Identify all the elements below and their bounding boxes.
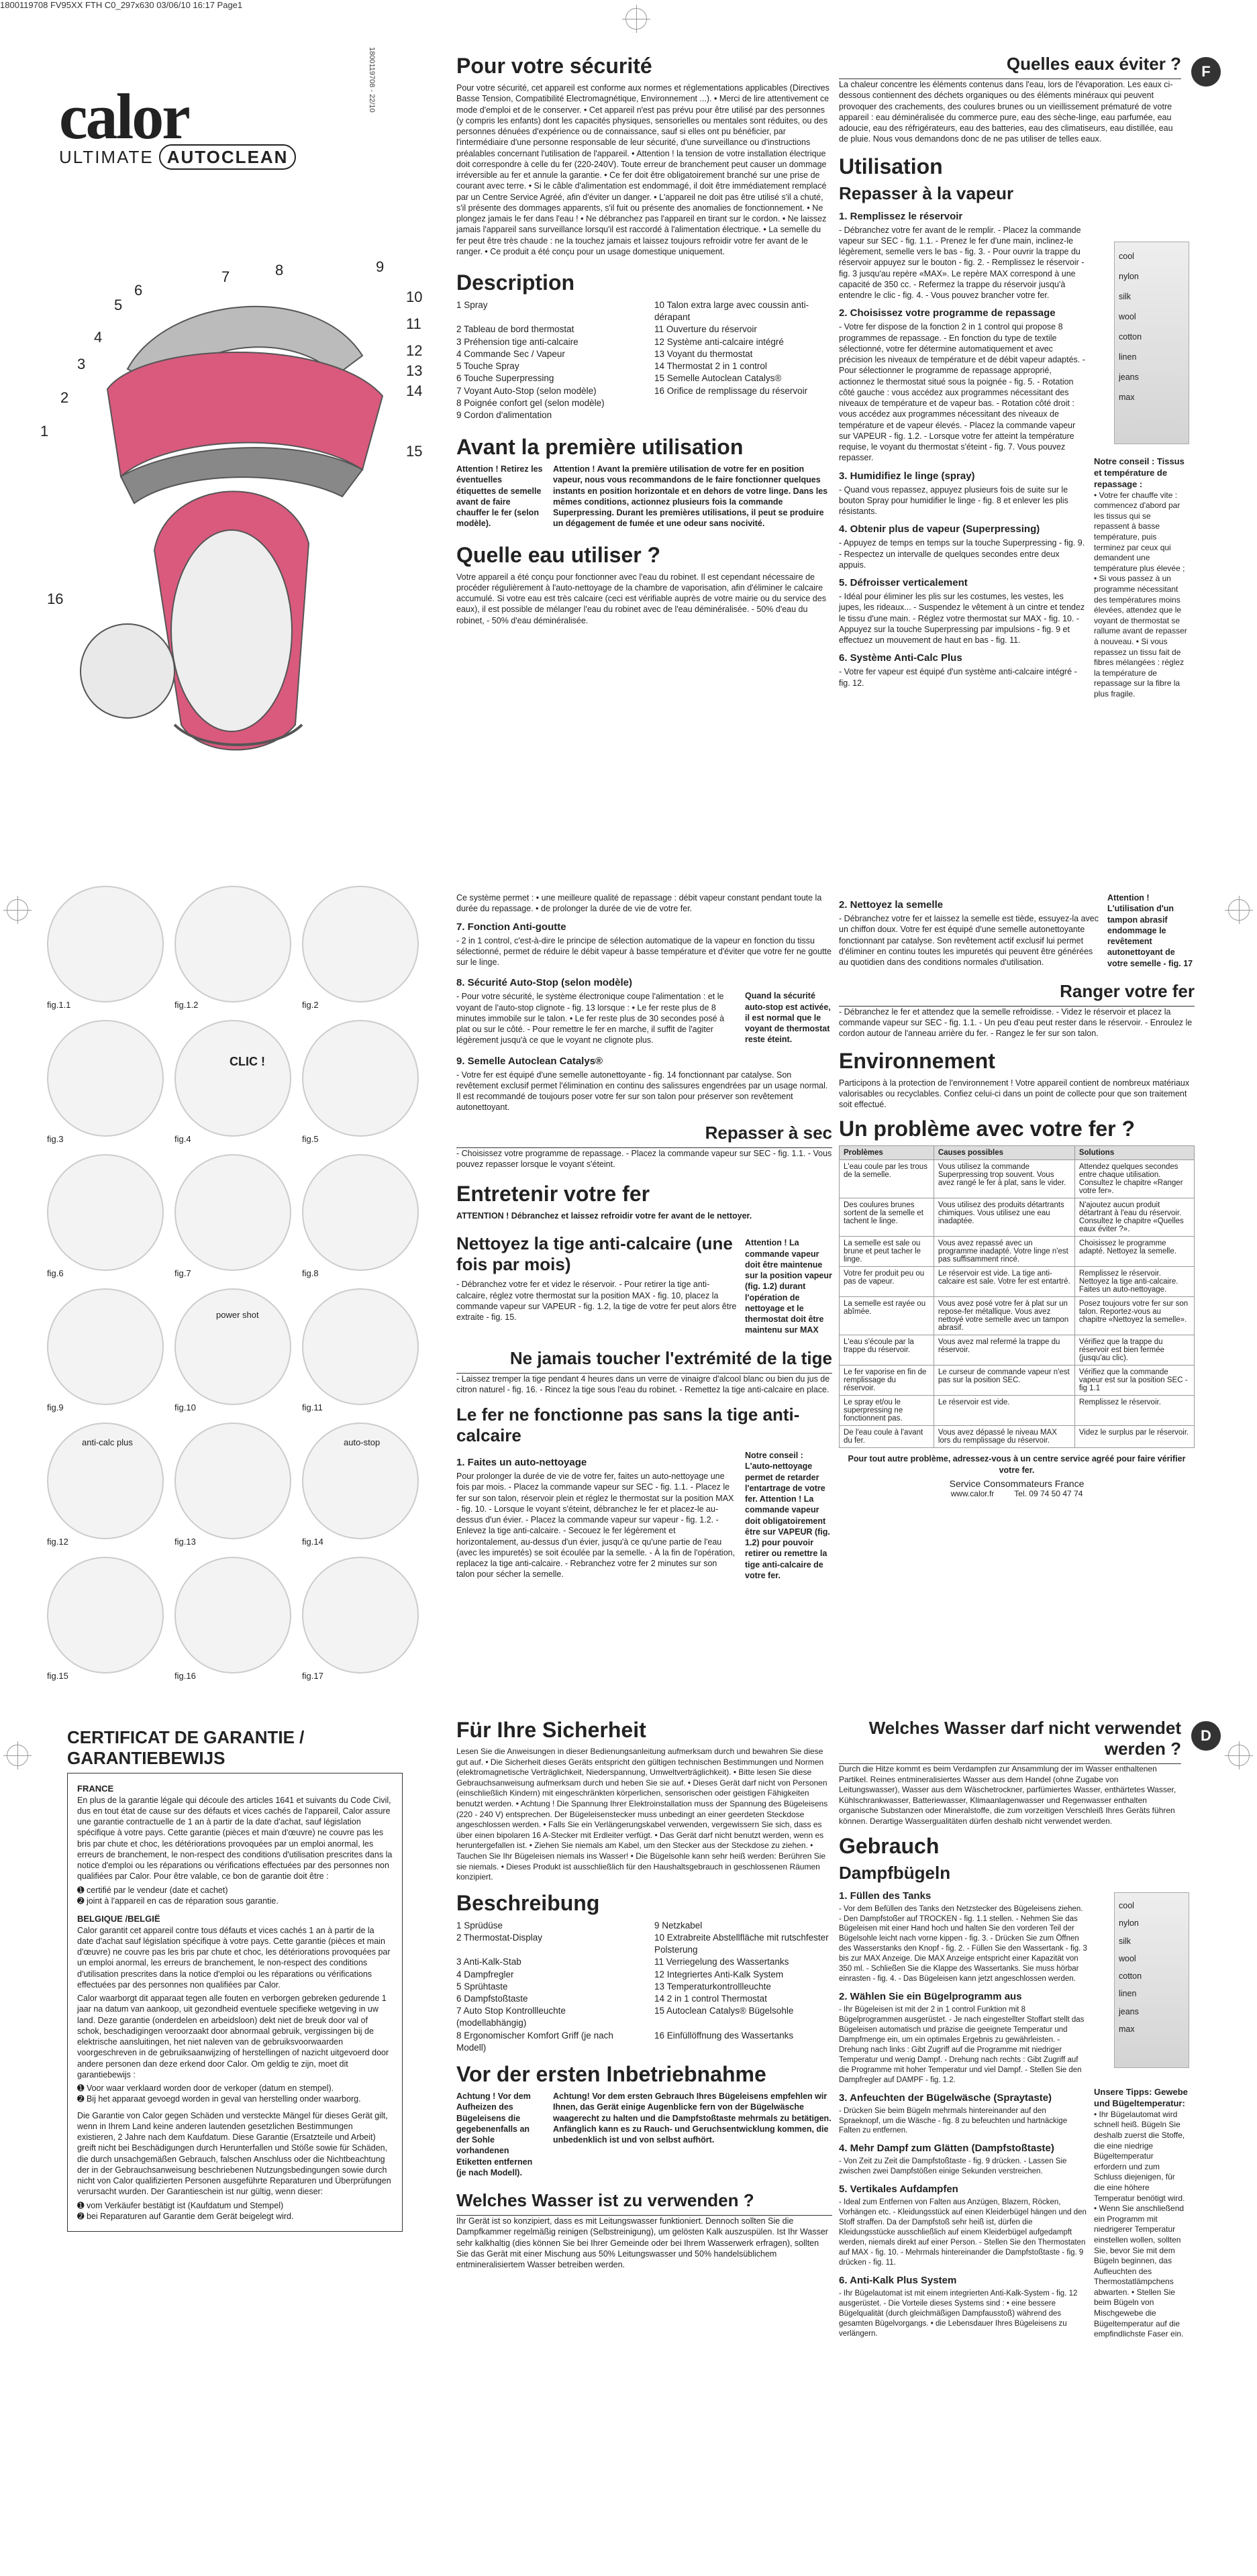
de-avoid-text: Durch die Hitze kommt es beim Verdampfen zur Ansammlung der im Wasser enthaltenen Partikel. Reines entmineralisiertes Wasser aus dem Handel (ohne Zugabe von Leitungswasser), Wasser aus dem Wäschetrockner, parfümiertes Wasser, enthärtetes Wasser, Kühlschrankwasser, Batteriewasser, Klimaanlagenwasser und Regenwasser enthalten organische Substanzen oder Mineralstoffe, die zum vorzeitigen Verschleiß Ihres Geräts führen können. Derartige Wassergualitäten dürfen deshalb nicht verwendet werden. xyxy=(839,1764,1176,1826)
table-row xyxy=(840,1198,1195,1237)
de-step-text: - Ideal zum Entfernen von Falten aus Anzügen, Blazern, Röcken, Vorhängen etc. - Kleidungsstück auf einen Kleiderbügel hängen und den Stoff straffen. Da der Dampfstoß sehr heiß ist, dürfen die Kleidungsstücke ausschließlich auf einem Kleiderbügel aufgedampft werden, niemals direkt auf einer Person. - Stellen Sie den Thermostaten auf MAX - fig. 10. - Mehrmals hintereinander die Dampfstoßtaste - fig. 9 drücken - fig. 11. xyxy=(839,2198,1087,2267)
desc-item: 14 2 in 1 control Thermostat xyxy=(654,1994,767,2004)
callout-16: 16 xyxy=(47,590,64,607)
de-step-text: - Vor dem Befüllen des Tanks den Netzstecker des Bügeleisens ziehen. - Den Dampfstoßer auf TROCKEN - fig. 1.1 stellen. - Nehmen Sie das Bügeleisen mit einer Hand hoch und halten Sie den vorderen Teil der Bügelsohle leicht nach vorne kippen - fig. 3. - Drücken Sie zum Öffnen des Wasserstanks den Knopf - fig. 2. - Füllen Sie den Wassertank - fig. 3 bis zur MAX Anzeige. Die MAX Anzeige entspricht einer Kapazität von 350 ml. - Schließen Sie die Klappe des Wassertanks. Sie muss hörbar einrasten - fig. 4. - Das Bügeleisen kann jetzt angeschlossen werden. xyxy=(839,1904,1087,1983)
fr-maint-warn: ATTENTION ! Débranchez et laissez refroidir votre fer avant de le nettoyer. xyxy=(456,1211,752,1221)
de-first-use-title: Vor der ersten Inbetriebnahme xyxy=(456,2062,766,2087)
fig-label: fig.13 xyxy=(174,1537,196,1547)
callout-3: 3 xyxy=(77,356,86,372)
desc-item: 16 Einfüllöffnung des Wassertanks xyxy=(654,2030,794,2041)
callout-4: 4 xyxy=(94,329,103,346)
fig-label: fig.9 xyxy=(47,1402,64,1412)
callout-10: 10 xyxy=(406,289,423,305)
table-row xyxy=(840,1297,1195,1335)
table-cell: Vous avez mal refermé la trappe du réservoir. xyxy=(934,1335,1074,1366)
crop-mark-icon xyxy=(7,1745,28,1766)
table-cell: La semelle est sale ou brune et peut tacher le linge. xyxy=(840,1237,934,1267)
fr-safety-section xyxy=(456,54,832,629)
fig-label: fig.14 xyxy=(302,1537,323,1547)
temp-label: linen xyxy=(1119,352,1137,362)
fr-system-text: Ce système permet : • une meilleure qualité de repassage : débit vapeur constant pendant toute la durée du repassage. • de prolonger la durée de vie de votre fer. xyxy=(456,893,822,914)
cert-item-text: certifié par le vendeur (date et cachet) xyxy=(86,1885,228,1895)
desc-item: 7 Voyant Auto-Stop (selon modèle) xyxy=(456,385,597,396)
desc-item: 8 Ergonomischer Komfort Griff (je nach Modell) xyxy=(456,2030,613,2053)
fig-label: fig.3 xyxy=(47,1134,64,1144)
table-row xyxy=(840,1237,1195,1267)
fr-autostop-text: - Pour votre sécurité, le système électronique coupe l'alimentation : et le voyant de l'auto-stop clignote - fig. 13 lorsque : • Le fer reste plus de 8 minutes immobile sur le talon. • Le fer reste plus de 30 secondes posé à plat ou sur le côté. - Pour remettre le fer en marche, il suffit de l'agiter légèrement jusqu'à ce que le voyant ne clignote plus. xyxy=(456,992,725,1045)
callout-1: 1 xyxy=(40,423,49,440)
figures-grid xyxy=(47,886,423,1698)
fr-step-title: 5. Défroisser verticalement xyxy=(839,577,968,588)
figure-illustration xyxy=(174,1423,291,1539)
temp-label: wool xyxy=(1119,312,1136,321)
de-first-use-note: Achtung ! Vor dem Aufheizen des Bügeleisens die gegebenenfalls an der Sohle vorhandenen Etiketten entfernen (je nach Modell). xyxy=(456,2092,533,2177)
de-first-use-text: Achtung! Vor dem ersten Gebrauch Ihres Bügeleisens empfehlen wir Ihnen, das Gerät einige Augenblicke fern von der Bügelwäsche waagerecht zu halten und die Dampfstoßtaste mehrmals zu betätigen. Anfänglich kann es zu Rauch- und Geruchsentwicklung kommen, die unbedenklich ist und von selbst aufhört. xyxy=(553,2092,832,2145)
temp-label: nylon xyxy=(1119,1918,1139,1928)
fr-step-text: - Appuyez de temps en temps sur la touche Superpressing - fig. 9. - Respectez un intervalle de quelques secondes entre deux appuis. xyxy=(839,538,1085,570)
table-cell: Vous utilisez des produits détartrants chimiques. Vous utilisez une eau inadaptée. xyxy=(934,1198,1074,1237)
lang-badge-de: D xyxy=(1191,1721,1221,1751)
figure-illustration xyxy=(174,1557,291,1673)
temp-label: cool xyxy=(1119,252,1134,261)
figure-illustration xyxy=(47,1020,164,1137)
figure-illustration xyxy=(302,1423,419,1539)
de-steam-title: Dampfbügeln xyxy=(839,1862,951,1883)
table-cell: Vous avez repassé avec un programme inadapté. Votre linge n'est pas suffisamment rincé. xyxy=(934,1237,1074,1267)
fr-care-section xyxy=(839,892,1195,1498)
figure-illustration xyxy=(47,1154,164,1271)
fr-use-title: Utilisation xyxy=(839,154,943,178)
de-tip-box xyxy=(1094,2087,1188,2340)
fr-safety-title: Pour votre sécurité xyxy=(456,54,652,78)
fr-step-text: - Débranchez votre fer avant de le remplir. - Placez la commande vapeur sur SEC - fig. 1.1. - Prenez le fer d'une main, inclinez-le légèrement, semelle vers le bas - fig. 3. - Pour ouvrir la trappe du réservoir appuyez sur le bouton - fig. 2. - Remplissez le réservoir - fig. 3 jusqu'au repère «MAX». Le repère MAX correspond à une capacité de 350 cc. - Refermez la trappe du réservoir jusqu'à entendre le clic - fig. 4. - Vous pouvez brancher votre fer. xyxy=(839,225,1085,300)
de-water-text: Ihr Gerät ist so konzipiert, dass es mit Leitungswasser funktioniert. Dennoch sollten Sie die Dampfkammer regelmäßig reinigen (Selbstreinigung), um gelösten Kalk auszuspülen. Ist Ihr Wasser sehr kalkhaltig (dies können Sie bei Ihrer Gemeinde oder bei Ihrem Wasserwerk erfragen), sollten Sie das Gerät mit einer Mischung aus 50% Leitungswasser und 50% handelsüblichem entmineralisiertem Wasser betreiben werden. xyxy=(456,2216,828,2270)
table-header: Problèmes xyxy=(840,1146,934,1160)
desc-item: 12 Integriertes Anti-Kalk System xyxy=(654,1969,784,1979)
fr-env-title: Environnement xyxy=(839,1048,995,1073)
fr-water-title: Quelle eau utiliser ? xyxy=(456,542,661,567)
iron-illustration xyxy=(40,255,423,765)
table-cell: Vérifiez que la trappe du réservoir est bien fermée (jusqu'au clic). xyxy=(1074,1335,1194,1366)
figure-illustration xyxy=(174,1154,291,1271)
table-cell: L'eau coule par les trous de la semelle. xyxy=(840,1160,934,1198)
service-line xyxy=(839,1478,1195,1489)
table-cell: Vous avez dépassé le niveau MAX lors du remplissage du réservoir. xyxy=(934,1426,1074,1448)
table-cell: L'eau s'écoule par la trappe du réservoir. xyxy=(840,1335,934,1366)
cert-item-text: Bij het apparaat gevoegd worden in geval van herstelling onder waarborg. xyxy=(86,2094,361,2104)
callout-6: 6 xyxy=(134,282,143,299)
power-shot-text: power shot xyxy=(216,1310,259,1320)
temp-label: nylon xyxy=(1119,272,1139,281)
de-step-text: - Von Zeit zu Zeit die Dampfstoßtaste - fig. 9 drücken. - Lassen Sie zwischen zwei Dampfstößen einige Sekunden verstreichen. xyxy=(839,2157,1067,2176)
cert-item-text: joint à l'appareil en cas de réparation sous garantie. xyxy=(86,1896,279,1906)
temp-label: max xyxy=(1119,2024,1135,2034)
de-step-text: - Drücken Sie beim Bügeln mehrmals hintereinander auf den Spraeknopf, um die Wäsche - fig. 8 zu befeuchten und hartnäckige Falten zu entfernen. xyxy=(839,2106,1068,2135)
desc-item: 15 Autoclean Catalys® Bügelsohle xyxy=(654,2006,794,2016)
temperature-chart xyxy=(1114,242,1189,444)
desc-item: 4 Dampfregler xyxy=(456,1969,514,1979)
temp-label: wool xyxy=(1119,1953,1136,1963)
temperature-chart xyxy=(1114,1892,1189,2068)
fig-label: fig.10 xyxy=(174,1402,196,1412)
problem-table-body xyxy=(840,1160,1195,1448)
fr-problem-title: Un problème avec votre fer ? xyxy=(839,1117,1136,1141)
callout-14: 14 xyxy=(406,382,423,399)
fr-avoid-title: Quelles eaux éviter ? xyxy=(1006,54,1181,74)
anti-calc-text: anti-calc plus xyxy=(82,1437,133,1447)
fr-drip-title: 7. Fonction Anti-goutte xyxy=(456,921,566,933)
fr-safety-text: Pour votre sécurité, cet appareil est conforme aux normes et réglementations applicables (Directives Basse Tension, Compatibilité Electromagnétique, Environnement ...). • Merci de lire attentivement ce mode d'emploi et de le conserver. • Cet appareil n'est pas prévu pour être utilisé par des personnes (y compris les enfants) dont les capacités physiques, sensorielles ou mentales sont réduites, ou des personnes dénuées d'expérience ou de connaissance, sauf si elles ont pu bénéficier, par l'intermédiaire d'une personne responsable de leur sécurité, d'une surveillance ou d'instructions préalables concernant l'utilisation de l'appareil. • Attention ! la tension de votre installation électrique doit correspondre à celle du fer (220-240V). Toute erreur de branchement peut causer un dommage irréversible au fer et annule la garantie. • Ce fer doit être obligatoirement branché sur une prise de courant avec terre. • Si le câble d'alimentation est endommagé, il doit être immédiatement remplacé par un Centre Service Agréé, afin d'éviter un danger. • L'appareil ne doit pas être utilisé s'il a chuté, s'il présente des dommages apparents, s'il fuit ou présente des anomalies de fonctionnement. • Ne plongez jamais le fer dans l'eau ! • Ne débranchez pas l'appareil en tirant sur le cordon. • Ne laissez jamais l'appareil sans surveillance lorsqu'il est raccordé à l'alimentation électrique. • La semelle du fer peut être très chaude : ne la touchez jamais et laissez toujours refroidir votre fer avant de le ranger. • Ce produit a été conçu pour un usage domestique uniquement. xyxy=(456,83,829,256)
cert-title: CERTIFICAT DE GARANTIE / GARANTIEBEWIJS xyxy=(67,1727,305,1768)
desc-item: 7 Auto Stop Kontrollleuchte (modellabhängig) xyxy=(456,2006,566,2028)
cert-be-heading: BELGIQUE /BELGIË xyxy=(77,1914,160,1924)
desc-item: 11 Verriegelung des Wassertanks xyxy=(654,1957,789,1967)
table-cell: La semelle est rayée ou abîmée. xyxy=(840,1297,934,1335)
de-tip-text: • Ihr Bügelautomat wird schnell heiß. Bügeln Sie deshalb zuerst die Stoffe, die eine niedrige Bügeltemperatur erfordern und zum Schluss diejenigen, für die eine höhere Temperatur benötigt wird. • Wenn Sie anschließend ein Programm mit niedrigerer Temperatur einstellen wollen, sollten Sie, bevor Sie mit dem Bügeln beginnen, das Aufleuchten des Thermostatlämpchens abwarten. • Stellen Sie beim Bügeln von Mischgewebe die Bügeltemperatur auf die empfindlichste Faser ein. xyxy=(1094,2109,1185,2339)
figure-illustration xyxy=(47,886,164,1002)
warranty-certificate xyxy=(67,1773,403,2232)
fr-tip-box xyxy=(1094,456,1188,700)
de-step-title: 6. Anti-Kalk Plus System xyxy=(839,2274,957,2286)
desc-item: 16 Orifice de remplissage du réservoir xyxy=(654,385,808,396)
desc-item: 11 Ouverture du réservoir xyxy=(654,324,757,335)
iron-drawing xyxy=(47,255,423,765)
callout-2: 2 xyxy=(60,389,69,406)
desc-item: 10 Extrabreite Abstellfläche mit rutschfester Polsterung xyxy=(654,1932,829,1955)
figure-illustration xyxy=(302,1288,419,1405)
temp-label: jeans xyxy=(1119,372,1139,382)
fr-tip-title: Notre conseil : Tissus et température de repassage : xyxy=(1094,456,1185,489)
callout-11: 11 xyxy=(406,315,421,332)
fr-water-text: Votre appareil a été conçu pour fonctionner avec l'eau du robinet. Il est cependant nécessaire de procéder régulièrement à l'auto-nettoyage de la chambre de vaporisation, afin d'éliminer le calcaire accumulé. Si votre eau est très calcaire (ceci est vérifiable auprès de votre mairie ou du service des eaux), il est possible de mélanger l'eau du robinet avec de l'eau déminéralisée. - 50% d'eau du robinet, - 50% d'eau déminéralisée. xyxy=(456,572,826,625)
fr-functions-section xyxy=(456,892,832,1584)
temp-label: max xyxy=(1119,393,1135,402)
desc-item: 6 Touche Superpressing xyxy=(456,373,554,384)
cert-be-text: Calor garantit cet appareil contre tous défauts et vices cachés 1 an à partir de la date d'achat sauf législation spécifique à votre pays. Cette garantie (pièces et main d'œuvre) ne couvre pas les bris par chute et choc, les détériorations provoquées par un emploi anormal, les erreurs de branchement, le non-respect des conditions d'utilisation prescrites dans la notice d'emploi ou les réparations ou vérifications effectuées par des personnes non qualifiées par Calor. xyxy=(77,1925,391,1990)
fig-label: fig.7 xyxy=(174,1268,191,1278)
service-url[interactable]: www.calor.fr xyxy=(950,1488,995,1498)
fr-auto-title: 1. Faites un auto-nettoyage xyxy=(456,1457,587,1468)
fr-rod-title: Nettoyez la tige anti-calcaire (une fois par mois) xyxy=(456,1233,733,1275)
table-row xyxy=(840,1267,1195,1297)
de-step-title: 1. Füllen des Tanks xyxy=(839,1890,932,1902)
fr-autostop-note: Quand la sécurité auto-stop est activée, il est normal que le voyant de thermostat reste éteint. xyxy=(745,991,831,1045)
fr-first-use-text: Attention ! Avant la première utilisation de votre fer en position vapeur, nous vous recommandons de le faire fonctionner quelques instants en position horizontale et en dehors de votre linge. Dans les mêmes conditions, actionnez plusieurs fois la commande Superpressing. Durant les premières utilisations, il peut se produire un dégagement de fumée et une odeur sans nocivité. xyxy=(553,464,828,529)
de-safety-title: Für Ihre Sicherheit xyxy=(456,1718,646,1742)
fig-label: fig.15 xyxy=(47,1671,68,1681)
de-step-text: - Ihr Bügeleisen ist mit der 2 in 1 control Funktion mit 8 Bügelprogrammen ausgerüstet. - Je nach eingestellter Stoffart stellt das Bügeleisen automatisch und präzise die geeignete Temperatur und Dampfmenge ein, um ein optimales Ergebnis zu gewährleisten. - Drehung nach links : Gibt Zugriff auf die Programme mit niedriger Temperatur und wenig Dampf. - Drehung nach rechts : Gibt Zugriff auf die Programme mit hoher Temperatur und viel Dampf. - Stellen Sie den Dampfregler auf DAMPF - fig. 1.2. xyxy=(839,2006,1085,2084)
table-row xyxy=(840,1160,1195,1198)
table-cell: Le réservoir est vide. La tige anti-calcaire est sale. Votre fer est entartré. xyxy=(934,1267,1074,1297)
de-avoid-title: Welches Wasser darf nicht verwendet werden ? xyxy=(868,1718,1181,1759)
fig-label: fig.4 xyxy=(174,1134,191,1144)
fr-first-use-note: Attention ! Retirez les éventuelles étiquettes de semelle avant de faire chauffer le fer (selon modèle). xyxy=(456,464,543,529)
de-safety-section xyxy=(456,1718,832,2273)
side-code: 1800119708 - 22/10 xyxy=(368,47,376,113)
fr-auto-note: Notre conseil : L'auto-nettoyage permet de retarder l'entartrage de votre fer. Attention ! La commande vapeur doit obligatoirement être sur VAPEUR (fig. 1.2) pour pouvoir retirer ou remettre la tige anti-calcaire de votre fer. xyxy=(745,1451,830,1580)
table-cell: Des coulures brunes sortent de la semelle et tachent le linge. xyxy=(840,1198,934,1237)
fr-step-text: - Votre fer dispose de la fonction 2 in 1 control qui propose 8 programmes de repassage. - En fonction du type de textile sélectionné, votre fer détermine automatiquement et avec précision les niveaux de température et de débit vapeur adaptés. - Pour sélectionner le programme de repassage approprié, actionnez le thermostat situé sous la poignée - fig. 5. - Rotation côté gauche : vous accédez aux programmes nécessitant des niveaux de température et de vapeur bas. - Rotation côté droit : vous accédez aux programmes nécessitant des niveaux de température et de vapeur élevés. - Placez la commande vapeur sur VAPEUR - fig. 1.2. - Lorsque votre fer atteint la température requise, le voyant du thermostat s'éteint - fig. 7. Vous pouvez repasser. xyxy=(839,322,1085,463)
fig-label: fig.1.2 xyxy=(174,1000,199,1010)
desc-item: 1 Sprüdüse xyxy=(456,1920,503,1930)
cert-de-item: ➋ bei Reparaturen auf Garantie dem Gerät beigelegt wird. xyxy=(77,2211,294,2221)
logo-wordmark: calor xyxy=(59,81,189,152)
fr-first-use-title: Avant la première utilisation xyxy=(456,435,744,460)
logo-subline xyxy=(59,147,301,168)
service-tel: Tel. 09 74 50 47 74 xyxy=(1014,1488,1083,1498)
callout-9: 9 xyxy=(376,258,385,275)
fr-step-title: 6. Système Anti-Calc Plus xyxy=(839,652,962,664)
temp-label: silk xyxy=(1119,292,1132,301)
de-step-title: 2. Wählen Sie ein Bügelprogramm aus xyxy=(839,1991,1022,2003)
desc-item: 2 Thermostat-Display xyxy=(456,1932,543,1943)
crop-mark-icon xyxy=(1228,899,1250,921)
figure-illustration xyxy=(174,1288,291,1405)
fig-label: fig.16 xyxy=(174,1671,196,1681)
cert-fr-item: ➋ joint à l'appareil en cas de réparation sous garantie. xyxy=(77,1896,279,1906)
fr-step-title: 2. Choisissez votre programme de repassage xyxy=(839,307,1056,319)
fig-label: fig.1.1 xyxy=(47,1000,71,1010)
temp-label: cool xyxy=(1119,1901,1134,1910)
de-step-title: 5. Vertikales Aufdampfen xyxy=(839,2183,958,2196)
lang-badge-fr: F xyxy=(1191,57,1221,87)
fr-sole-clean-text: - Débranchez votre fer et laissez la semelle est tiède, essuyez-la avec un chiffon doux. Votre fer est équipé d'une semelle autonettoyante fonctionnant par catalyse. Son revêtement actif exclusif lui permet d'éliminer en continu toutes les impuretés qui peuvent être générées au quotidien dans des conditions normales d'utilisation. xyxy=(839,914,1099,967)
temp-label: silk xyxy=(1119,1936,1132,1946)
desc-item: 6 Dampfstoßtaste xyxy=(456,1994,528,2004)
callout-5: 5 xyxy=(114,297,123,313)
de-safety-text: Lesen Sie die Anweisungen in dieser Bedienungsanleitung aufmerksam durch und bewahren Sie diese gut auf. • Die Sicherheit dieses Geräts entspricht den gültigen technischen Bestimmungen und Normen (elektromagnetische Verträglichkeit, Niederspannung, Umweltverträglichkeit). • Bitte lesen Sie diese Gebrauchsanweisung aufmerksam durch und heben Sie sie auf. • Dieses Gerät darf nicht von Personen (einschließlich Kindern) mit eingeschränkten körperlichen, sensorischen oder geistigen Fähigkeiten benutzt werden. • Achtung ! Die Spannung Ihrer Elektroinstallation muss der Spannung des Bügeleisens (220 - 240 V) entsprechen. Der Bügeleisenstecker muss unbedingt an einer geerdeten Steckdose angeschlossen werden. • Falls Sie ein Verlängerungskabel verwenden, vergewissern Sie sich, dass es über einen bipolaren 16 A-Stecker mit Erdleiter verfügt. • Das Gerät darf nicht benutzt werden, wenn es heruntergefallen ist. • Ziehen Sie niemals am Kabel, um den Stecker aus der Steckdose zu ziehen. • Tauchen Sie Ihr Bügeleisen niemals ins Wasser! • Die Bügelsohle kann sehr heiß werden: Berühren Sie sie niemals. • Dieses Produkt ist ausschließlich für den Haushaltsgebrauch in geschlossenen Räumen konzipiert. xyxy=(456,1747,828,1882)
table-cell: Videz le surplus par le réservoir. xyxy=(1074,1426,1194,1448)
table-cell: Vous avez posé votre fer à plat sur un repose-fer métallique. Vous avez nettoyé votre semelle avec un tampon abrasif. xyxy=(934,1297,1074,1335)
de-desc-title: Beschreibung xyxy=(456,1890,600,1915)
cert-nl-item: ➊ Voor waar verklaard worden door de verkoper (datum en stempel). xyxy=(77,2083,334,2094)
table-cell: Le spray et/ou le superpressing ne fonctionnent pas. xyxy=(840,1396,934,1426)
logo-line: ULTIMATE xyxy=(59,147,154,167)
desc-item: 8 Poignée confort gel (selon modèle) xyxy=(456,397,605,408)
table-cell: N'ajoutez aucun produit détartrant à l'eau du réservoir. Consultez le chapitre «Quelles eaux éviter ?». xyxy=(1074,1198,1194,1237)
table-row xyxy=(840,1366,1195,1396)
fr-soleplate-text: - Votre fer est équipé d'une semelle autonettoyante - fig. 14 fonctionnant par catalyse. Son revêtement exclusif permet l'élimination en continu des salissures engendrées par un usage normal. Il est recommandé de toujours poser votre fer sur son talon pour préserver son revêtement autonettoyant. xyxy=(456,1070,828,1113)
de-water-title: Welches Wasser ist zu verwenden ? xyxy=(456,2190,754,2211)
fr-nowork-title: Le fer ne fonctionne pas sans la tige anti-calcaire xyxy=(456,1404,800,1445)
fr-auto-text: Pour prolonger la durée de vie de votre fer, faites un auto-nettoyage une fois par mois. - Placez la commande vapeur sur SEC - fig. 1.1. - Placez le fer sur son talon, réservoir plein et réglez le thermostat sur la position MAX - fig. 10. - Lorsque le voyant s'éteint, débranchez le fer et placez-le au-dessus d'un évier. - Placez la commande vapeur sur vapeur - fig. 1.2. - Enlevez la tige anti-calcaire. - Secouez le fer légèrement et horizontalement, au-dessus d'un évier, jusqu'à ce qu'une partie de l'eau (avec les impuretés) se soit écoulée par la semelle. - À la fin de l'opération, replacez la tige anti-calcaire. - Rebranchez votre fer 2 minutes sur son talon pour sécher la semelle. xyxy=(456,1472,736,1580)
fr-step-text: - Votre fer vapeur est équipé d'un système anti-calcaire intégré - fig. 12. xyxy=(839,667,1077,688)
cert-de-text: Die Garantie von Calor gegen Schäden und versteckte Mängel für dieses Gerät gilt, wenn in Ihrem Land keine anderen lautenden gesetzlichen Bestimmungen existieren, 2 Jahre nach dem Kaufdatum. Diese Garantie (Ersatzteile und Arbeit) greift nicht bei Beschädigungen durch Herunterfallen und Stöße sowie für Schäden, die durch unsachgemäßen Gebrauch, falschen Anschluss oder die Nichtbeachtung der in der Gebrauchsanweisung beschriebenen Nutzungsbedingungen sowie durch nicht von Calor qualifizierten Personen ausgeführte Reparaturen und Überprüfungen verursacht wurden. Der Garantieschein ist nur gültig, wenn dieser: xyxy=(77,2110,391,2197)
fr-sole-note: Attention ! L'utilisation d'un tampon abrasif endommage le revêtement autonettoyant de votre semelle - fig. 17 xyxy=(1107,893,1193,968)
fr-problem-footer: Pour tout autre problème, adressez-vous à un centre service agréé pour faire vérifier votre fer. xyxy=(848,1454,1186,1475)
fr-touch-title: Ne jamais toucher l'extrémité de la tige xyxy=(509,1347,832,1368)
fr-store-text: - Débranchez le fer et attendez que la semelle refroidisse. - Videz le réservoir et placez la commande vapeur sur SEC - fig. 1.1. - Un peu d'eau peut rester dans le réservoir. - Enroulez le cordon autour de l'anneau arrière du fer. - Rangez le fer sur son talon. xyxy=(839,1007,1193,1039)
figure-illustration xyxy=(302,886,419,1002)
fr-desc-title: Description xyxy=(456,270,575,295)
fr-desc-list xyxy=(456,299,832,421)
fr-autostop-title: 8. Sécurité Auto-Stop (selon modèle) xyxy=(456,977,632,989)
table-row xyxy=(840,1396,1195,1426)
figure-illustration xyxy=(302,1020,419,1137)
table-cell: Le curseur de commande vapeur n'est pas sur la position SEC. xyxy=(934,1366,1074,1396)
figure-illustration xyxy=(47,1423,164,1539)
service-name: Service Consommateurs France xyxy=(949,1478,1085,1489)
desc-item: 3 Préhension tige anti-calcaire xyxy=(456,336,579,347)
desc-item: 9 Netzkabel xyxy=(654,1920,703,1930)
warranty-section xyxy=(67,1718,403,2232)
figure-illustration xyxy=(47,1557,164,1673)
callout-8: 8 xyxy=(275,262,284,278)
table-header: Causes possibles xyxy=(934,1146,1074,1160)
table-cell: Le fer vaporise en fin de remplissage du réservoir. xyxy=(840,1366,934,1396)
table-cell: Vérifiez que la commande vapeur est sur la position SEC - fig 1.1 xyxy=(1074,1366,1194,1396)
figure-illustration xyxy=(174,886,291,1002)
callout-15: 15 xyxy=(406,443,423,460)
cert-fr-text: En plus de la garantie légale qui découle des articles 1641 et suivants du Code Civil, dus en tout état de cause sur des défauts et vices cachés de l'appareil, Calor assure une garantie contractuelle de 1 an à partir de la date d'achat, sauf législation spécifique à votre pays. Cette garantie (pièces et main d'œuvre) ne couvre pas les bris par chute et choc, les détériorations provoquées par un emploi anormal, les erreurs de branchement, le non-respect des conditions d'utilisation prescrites dans la notice d'emploi ou les réparations ou vérifications effectuées par des personnes non qualifiées par Calor. Pour être valable, ce bon de garantie doit être : xyxy=(77,1795,393,1882)
fig-label: fig.17 xyxy=(302,1671,323,1681)
temp-label: cotton xyxy=(1119,332,1142,342)
cert-fr-heading: FRANCE xyxy=(77,1784,114,1794)
table-row xyxy=(840,1335,1195,1366)
table-cell: Vous utilisez la commande Superpressing trop souvent. Vous avez rangé le fer à plat, sans le vider. xyxy=(934,1160,1074,1198)
desc-item: 5 Touche Spray xyxy=(456,361,519,372)
fr-step-title: 3. Humidifiez le linge (spray) xyxy=(839,470,975,482)
service-contacts xyxy=(839,1489,1195,1498)
de-tip-title: Unsere Tipps: Gewebe und Bügeltemperatur: xyxy=(1094,2087,1188,2108)
fr-drip-text: - 2 in 1 control, c'est-à-dire le principe de sélection automatique de la vapeur en fonction du tissu sélectionné, permet de réduire le débit vapeur à basse température et d'éviter que votre fer ne goutte sur le linge. xyxy=(456,935,832,967)
table-cell: Votre fer produit peu ou pas de vapeur. xyxy=(840,1267,934,1297)
desc-item: 2 Tableau de bord thermostat xyxy=(456,324,574,335)
table-header: Solutions xyxy=(1074,1146,1194,1160)
fr-avoid-text: La chaleur concentre les éléments contenus dans l'eau, lors de l'évaporation. Les eaux ci-dessous contiennent des déchets organiques ou des éléments minéraux qui peuvent provoquer des crachements, des coulures brunes ou un vieillissement prématuré de votre appareil : eau déminéralisée du commerce pure, eau des sèche-linge, eau parfumée, eau adoucie, eau des réfrigérateurs, eau des batteries, eau des climatiseurs, eau distillée, eau de pluie. Nous vous demandons donc de ne pas utiliser de telles eaux. xyxy=(839,80,1173,144)
fr-store-title: Ranger votre fer xyxy=(1060,980,1195,1001)
fr-step-text: - Quand vous repassez, appuyez plusieurs fois de suite sur le bouton Spray pour humidifier le linge - fig. 8 et enlever les plis résistants. xyxy=(839,484,1068,516)
fr-steam-title: Repasser à la vapeur xyxy=(839,183,1014,203)
desc-item: 15 Semelle Autoclean Catalys® xyxy=(654,373,782,384)
table-cell: Posez toujours votre fer sur son talon. Reportez-vous au chapitre «Nettoyez la semelle». xyxy=(1074,1297,1194,1335)
fr-soleplate-title: 9. Semelle Autoclean Catalys® xyxy=(456,1055,603,1067)
desc-item: 12 Système anti-calcaire intégré xyxy=(654,336,784,347)
auto-stop-text: auto-stop xyxy=(344,1437,381,1447)
fr-step-title: 1. Remplissez le réservoir xyxy=(839,210,963,222)
fr-dry-text: - Choisissez votre programme de repassage. - Placez la commande vapeur sur SEC - fig. 1.1. - Vous pouvez repasser lorsque le voyant s'éteint. xyxy=(456,1148,832,1169)
desc-item: 5 Sprühtaste xyxy=(456,1981,508,1992)
fr-sole-clean-title: 2. Nettoyez la semelle xyxy=(839,899,944,911)
fr-touch-text: - Laissez tremper la tige pendant 4 heures dans un verre de vinaigre d'alcool blanc ou bien du jus de citron naturel - fig. 16. - Rincez la tige sous l'eau du robinet. - Remettez la tige anti-calcaire en place. xyxy=(456,1374,830,1394)
fig-label: fig.12 xyxy=(47,1537,68,1547)
fr-rod-text: - Débranchez votre fer et videz le réservoir. - Pour retirer la tige anti-calcaire, réglez votre thermostat sur la position MAX - fig. 10, placez la commande vapeur sur VAPEUR - fig. 1.2, la tige de votre fer peut alors être extraite - fig. 15. xyxy=(456,1280,737,1322)
cert-item-text: vom Verkäufer bestätigt ist (Kaufdatum und Stempel) xyxy=(86,2200,284,2210)
fr-rod-note: Attention ! La commande vapeur doit être maintenue sur la position vapeur (fig. 1.2) durant l'opération de nettoyage et le thermostat doit être maintenu sur MAX xyxy=(745,1238,832,1335)
cert-item-text: bei Reparaturen auf Garantie dem Gerät beigelegt wird. xyxy=(86,2211,294,2221)
figure-illustration xyxy=(174,1020,291,1137)
de-step-text: - Ihr Bügelautomat ist mit einem integrierten Anti-Kalk-System - fig. 12 ausgerüstet. - Die Vorteile dieses Systems sind : • eine bessere Bügelqualität (durch gleichmäßigen Dampfausstoß) während des gesamten Bügelvorgangs. • die Lebensdauer Ihres Bügeleisens zu verlängern. xyxy=(839,2289,1078,2338)
fig-label: fig.2 xyxy=(302,1000,319,1010)
cert-nl-item: ➋ Bij het apparaat gevoegd worden in geval van herstelling onder waarborg. xyxy=(77,2094,361,2104)
desc-item: 14 Thermostat 2 in 1 control xyxy=(654,361,767,372)
problem-table xyxy=(839,1145,1195,1448)
callout-7: 7 xyxy=(221,268,230,285)
table-cell: Attendez quelques secondes entre chaque utilisation. Consultez le chapitre «Ranger votre fer». xyxy=(1074,1160,1194,1198)
fig-label: fig.11 xyxy=(302,1402,323,1412)
table-cell: Le réservoir est vide. xyxy=(934,1396,1074,1426)
fig-label: fig.6 xyxy=(47,1268,64,1278)
desc-item: 4 Commande Sec / Vapeur xyxy=(456,348,565,359)
desc-item: 9 Cordon d'alimentation xyxy=(456,409,552,420)
temp-label: cotton xyxy=(1119,1971,1142,1981)
callout-12: 12 xyxy=(406,342,423,359)
callout-13: 13 xyxy=(406,362,423,379)
cert-fr-item: ➊ certifié par le vendeur (date et cachet) xyxy=(77,1885,228,1895)
crop-mark-icon xyxy=(1228,1745,1250,1766)
fr-step-title: 4. Obtenir plus de vapeur (Superpressing) xyxy=(839,523,1040,535)
fr-step-text: - Idéal pour éliminer les plis sur les costumes, les vestes, les jupes, les rideaux... - Suspendez le vêtement à un cintre et tendez le tissu d'une main. - Réglez votre thermostat sur MAX - fig. 10. - Appuyez sur la touche Superpressing par impulsions - fig. 9 et effectuez un mouvement de haut en bas - fig. 11. xyxy=(839,592,1085,645)
table-cell: Remplissez le réservoir. xyxy=(1074,1396,1194,1426)
de-step-title: 4. Mehr Dampf zum Glätten (Dampfstoßtaste) xyxy=(839,2143,1054,2155)
desc-item: 10 Talon extra large avec coussin anti-dérapant xyxy=(654,300,809,323)
figure-illustration xyxy=(47,1288,164,1405)
cert-nl-text: Calor waarborgt dit apparaat tegen alle fouten en verborgen gebreken gedurende 1 jaar na datum van aankoop, uit gezondheid eventuele specifieke wetgeving in uw land. Deze garantie (onderdelen en arbeidsloon) dekt niet de breuk door val of schok, beschadigingen veroorzaakt door abnormaal gebruik, vergissingen bij de elektrische aansluitingen, het niet naleven van de gebruiksvoorwaarden voorgeschreven in de gebruiksaanwijzing of herstellingen of nazicht uitgevoerd door andere personen dan deze erkend door Calor. Om geldig te zijn, moet dit garantiebewijs : xyxy=(77,1994,389,2079)
cert-de-item: ➊ vom Verkäufer bestätigt ist (Kaufdatum und Stempel) xyxy=(77,2200,284,2210)
de-use-title: Gebrauch xyxy=(839,1833,940,1858)
crop-mark-icon xyxy=(7,899,28,921)
temp-label: jeans xyxy=(1119,2006,1139,2016)
table-cell: Choisissez le programme adapté. Nettoyez la semelle. xyxy=(1074,1237,1194,1267)
fr-tip-text: • Votre fer chauffe vite : commencez d'abord par les tissus qui se repassent à basse température, puis terminez par ceux qui demandent une température plus élevée ; • Si vous passez à un programme nécessitant des températures moins élevées, attendez que le voyant de thermostat se rallume avant de repasser à nouveau. • Si vous repassez un tissu fait de fibres mélangées : réglez la température de repassage sur la fibre la plus fragile. xyxy=(1094,490,1187,699)
cert-item-text: Voor waar verklaard worden door de verkoper (datum en stempel). xyxy=(86,2083,334,2094)
crop-mark-icon xyxy=(625,8,647,30)
fr-dry-title: Repasser à sec xyxy=(705,1122,832,1143)
fig-label: fig.5 xyxy=(302,1134,319,1144)
fig-label: fig.8 xyxy=(302,1268,319,1278)
desc-item: 13 Temperaturkontrollleuchte xyxy=(654,1981,771,1992)
logo-badge: AUTOCLEAN xyxy=(159,144,297,170)
clic-text: CLIC ! xyxy=(230,1055,265,1068)
de-step-title: 3. Anfeuchten der Bügelwäsche (Spraytaste) xyxy=(839,2092,1052,2104)
fr-env-text: Participons à la protection de l'environnement ! Votre appareil contient de nombreux matériaux valorisables ou recyclables. Confiez celui-ci dans un point de collecte pour que son traitement soit effectué. xyxy=(839,1078,1190,1109)
print-header: 1800119708 FV95XX FTH C0_297x630 03/06/10 16:17 Page1 xyxy=(0,0,243,10)
fr-maint-title: Entretenir votre fer xyxy=(456,1182,650,1206)
desc-item: 13 Voyant du thermostat xyxy=(654,348,753,359)
figure-illustration xyxy=(302,1154,419,1271)
table-cell: Remplissez le réservoir. Nettoyez la tige anti-calcaire. Faites un auto-nettoyage. xyxy=(1074,1267,1194,1297)
desc-item: 1 Spray xyxy=(456,300,488,310)
desc-item: 3 Anti-Kalk-Stab xyxy=(456,1957,521,1967)
table-row xyxy=(840,1426,1195,1448)
table-cell: De l'eau coule à l'avant du fer. xyxy=(840,1426,934,1448)
figure-illustration xyxy=(302,1557,419,1673)
calor-logo xyxy=(59,79,301,168)
temp-label: linen xyxy=(1119,1989,1137,1999)
de-desc-list xyxy=(456,1920,832,2054)
